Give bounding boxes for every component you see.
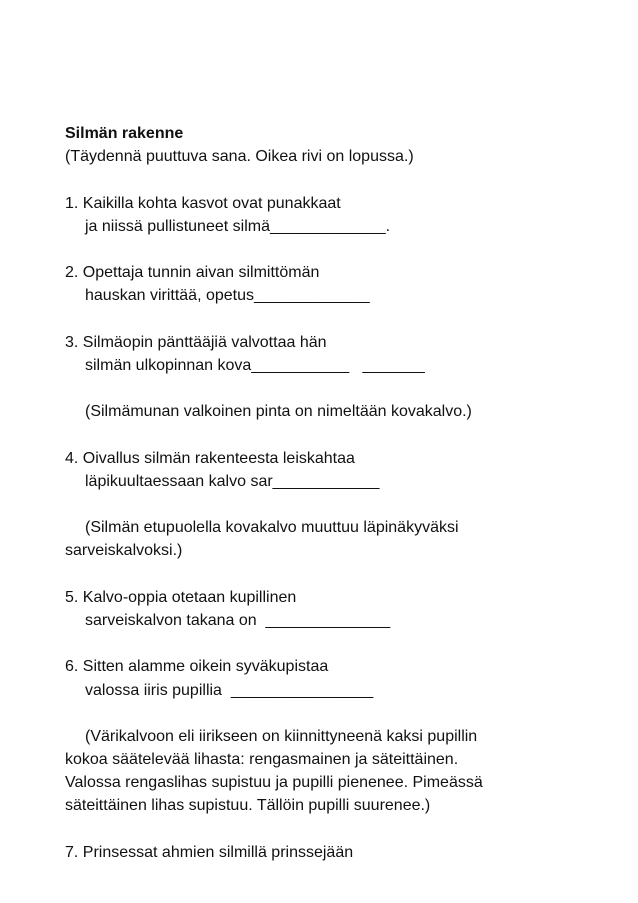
question-5-line-2: sarveiskalvon takana on ______________ — [85, 611, 391, 629]
question-6-note-line-3: Valossa rengaslihas supistuu ja pupilli pienenee. Pimeässä — [65, 774, 483, 792]
spacer — [65, 563, 625, 586]
spacer — [65, 308, 625, 331]
worksheet — [65, 122, 625, 864]
question-6-note-line-1: (Värikalvoon eli iirikseen on kiinnittyneenä kaksi pupillin — [85, 727, 478, 745]
question-4-line-2: läpikuultaessaan kalvo sar____________ — [85, 472, 380, 490]
question-3-line-2: silmän ulkopinnan kova___________ _______ — [85, 356, 425, 374]
question-2-line-1: 2. Opettaja tunnin aivan silmittömän — [65, 264, 320, 282]
question-1-line-1: 1. Kaikilla kohta kasvot ovat punakkaat — [65, 194, 341, 212]
question-4-line-1: 4. Oivallus silmän rakenteesta leiskahtaa — [65, 449, 355, 467]
question-4-note-line-1: (Silmän etupuolella kovakalvo muuttuu läpinäkyväksi — [85, 519, 459, 537]
spacer — [65, 818, 625, 841]
question-5-line-1: 5. Kalvo-oppia otetaan kupillinen — [65, 588, 297, 606]
spacer — [65, 423, 625, 446]
question-7-line-1: 7. Prinsessat ahmien silmillä prinssejään — [65, 843, 354, 861]
question-6-note-line-4: säteittäinen lihas supistuu. Tällöin pupilli suurenee.) — [65, 797, 431, 815]
question-3-note: (Silmämunan valkoinen pinta on nimeltään kovakalvo.) — [85, 403, 472, 421]
spacer — [65, 493, 625, 516]
spacer — [65, 632, 625, 655]
spacer — [65, 168, 625, 191]
question-1-line-2: ja niissä pullistuneet silmä_____________. — [85, 217, 391, 235]
question-3-line-1: 3. Silmäopin pänttääjiä valvottaa hän — [65, 333, 327, 351]
question-6-line-2: valossa iiris pupillia ________________ — [85, 681, 374, 699]
question-2-line-2: hauskan virittää, opetus_____________ — [85, 287, 370, 305]
question-6-note-line-2: kokoa säätelevää lihasta: rengasmainen ja säteittäinen. — [65, 751, 459, 769]
question-4-note-line-2: sarveiskalvoksi.) — [65, 542, 183, 560]
spacer — [65, 238, 625, 261]
question-6-line-1: 6. Sitten alamme oikein syväkupistaa — [65, 658, 329, 676]
page-title: Silmän rakenne — [65, 125, 184, 142]
spacer — [65, 702, 625, 725]
spacer — [65, 377, 625, 400]
instructions: (Täydennä puuttuva sana. Oikea rivi on lopussa.) — [65, 148, 414, 166]
